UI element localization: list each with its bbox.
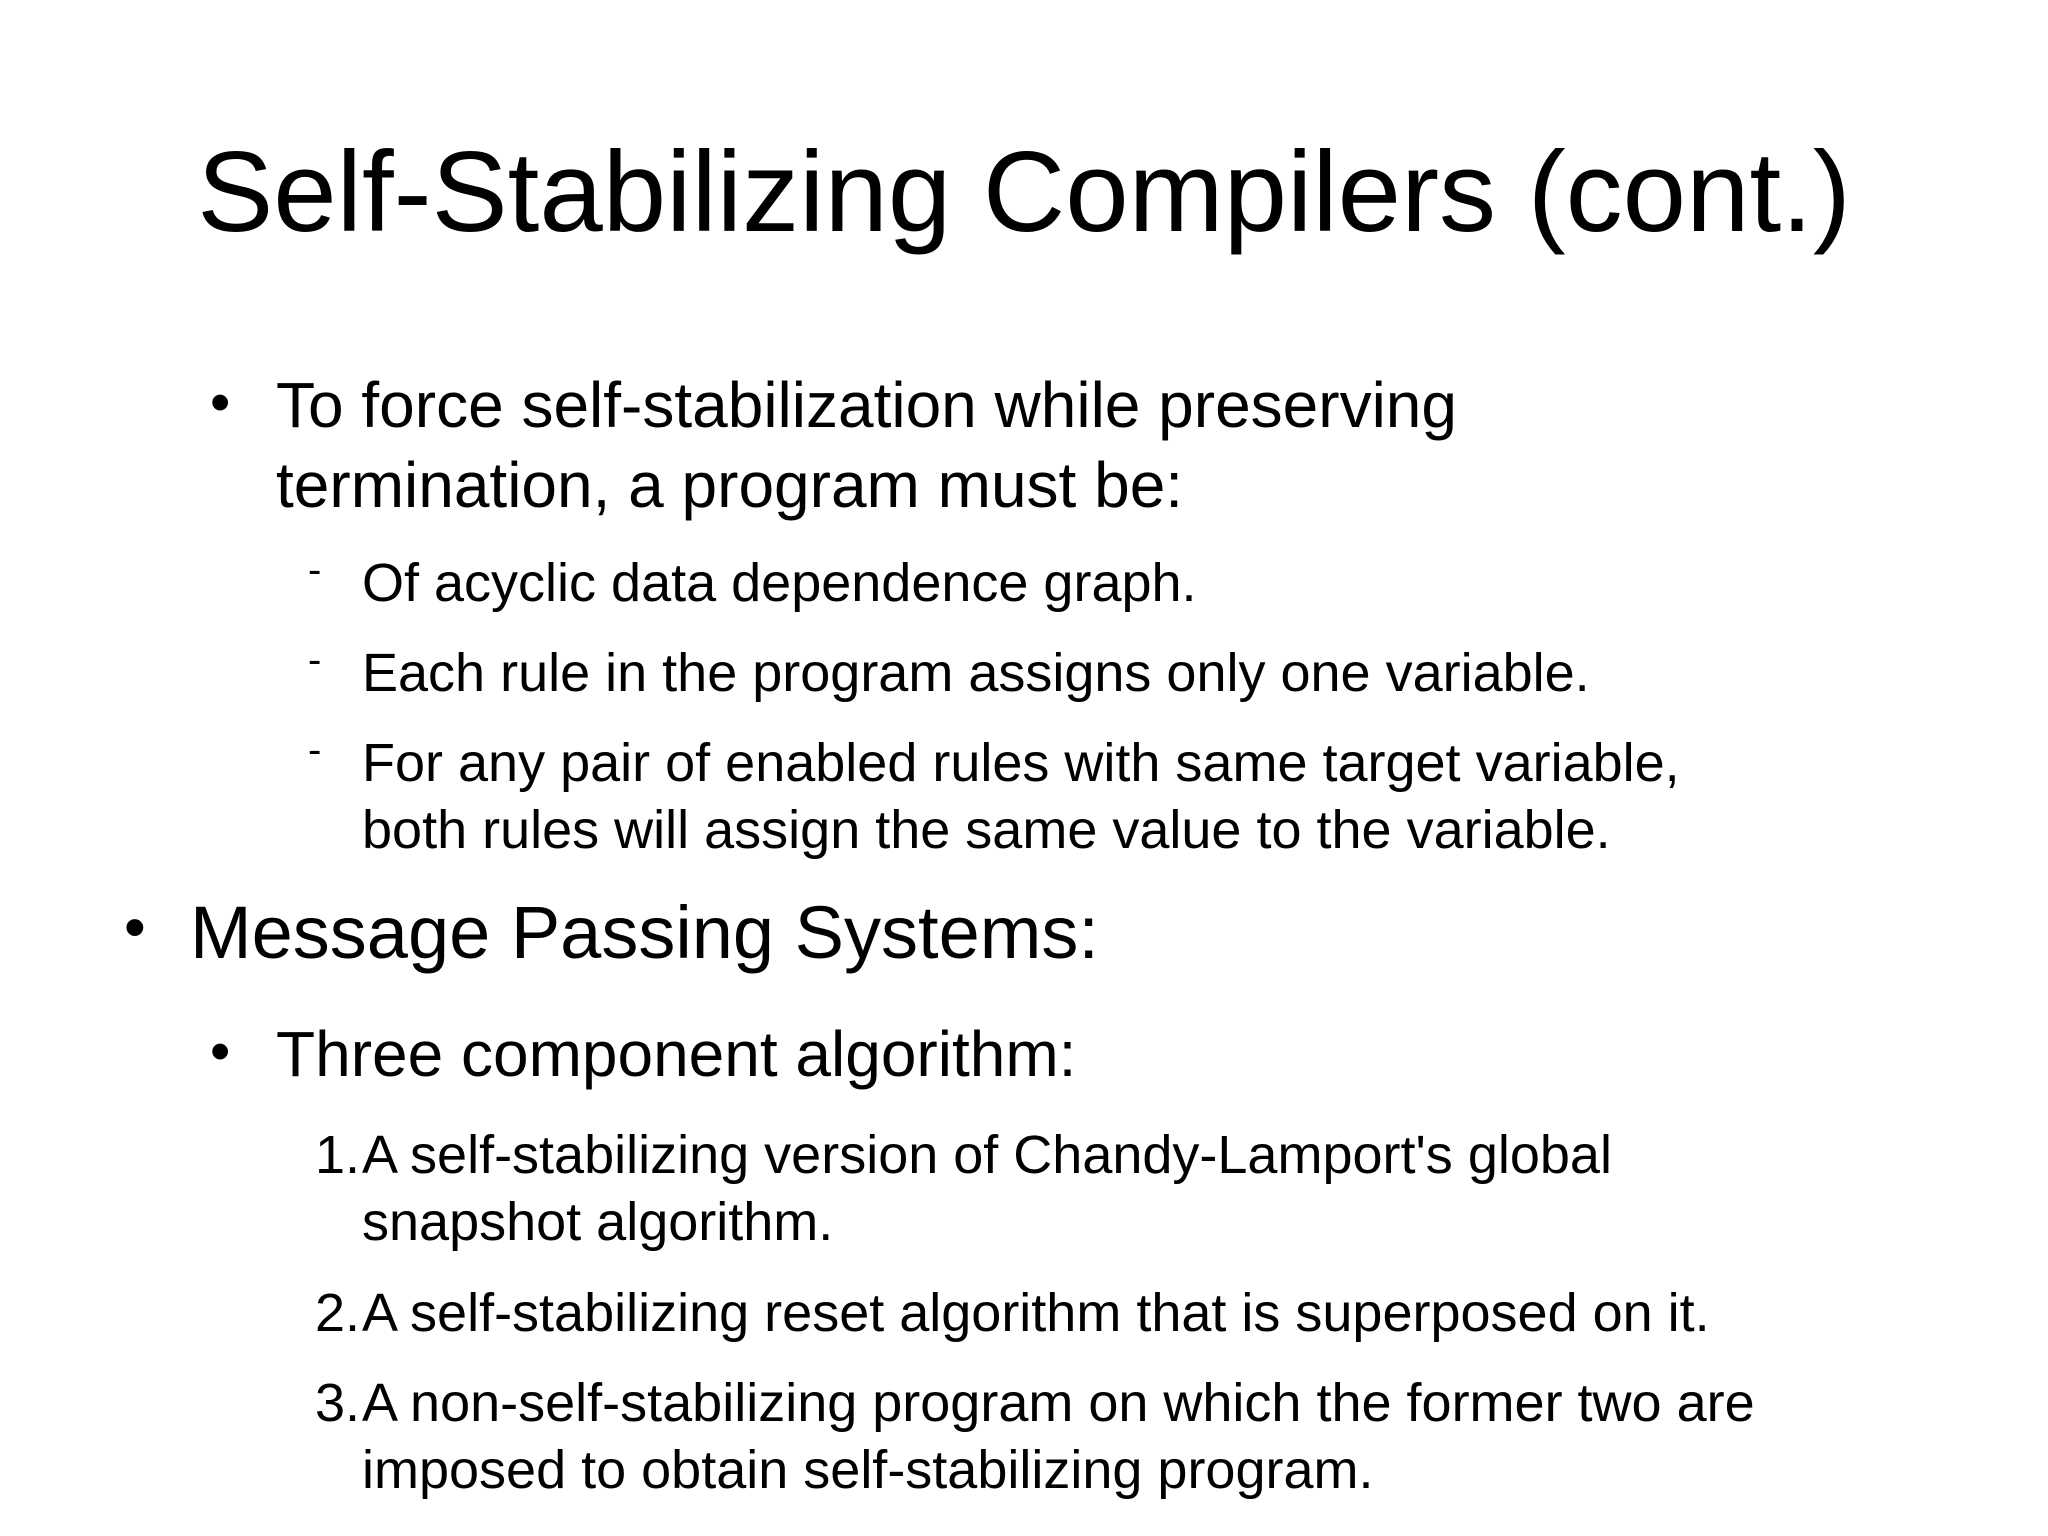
dash-icon: - — [308, 638, 322, 682]
slide-title: Self-Stabilizing Compilers (cont.) — [197, 129, 1851, 256]
bullet-text: To force self-stabilization while preserving — [276, 369, 1457, 441]
dash-icon: - — [308, 728, 322, 772]
dash-icon: - — [308, 548, 322, 592]
dash-text-continued: both rules will assign the same value to the variable. — [362, 800, 1611, 860]
item-text: A self-stabilizing version of Chandy-Lamport's global — [362, 1125, 1612, 1185]
bullet-icon: • — [124, 893, 146, 962]
item-text: A self-stabilizing reset algorithm that is superposed on it. — [362, 1283, 1710, 1343]
bullet-icon: • — [210, 370, 231, 435]
bullet-text: Message Passing Systems: — [190, 891, 1099, 974]
item-text: A non-self-stabilizing program on which the former two are — [362, 1373, 1755, 1433]
item-number: 2. — [314, 1283, 360, 1343]
item-text-continued: imposed to obtain self-stabilizing program. — [362, 1440, 1374, 1500]
item-number: 1. — [314, 1125, 360, 1185]
bullet-text-continued: termination, a program must be: — [276, 449, 1184, 521]
dash-text: For any pair of enabled rules with same target variable, — [362, 733, 1680, 793]
dash-text: Of acyclic data dependence graph. — [362, 553, 1197, 613]
dash-text: Each rule in the program assigns only one variable. — [362, 643, 1590, 703]
item-text-continued: snapshot algorithm. — [362, 1192, 834, 1252]
item-number: 3. — [314, 1373, 360, 1433]
bullet-icon: • — [210, 1019, 231, 1084]
bullet-text: Three component algorithm: — [276, 1018, 1077, 1090]
